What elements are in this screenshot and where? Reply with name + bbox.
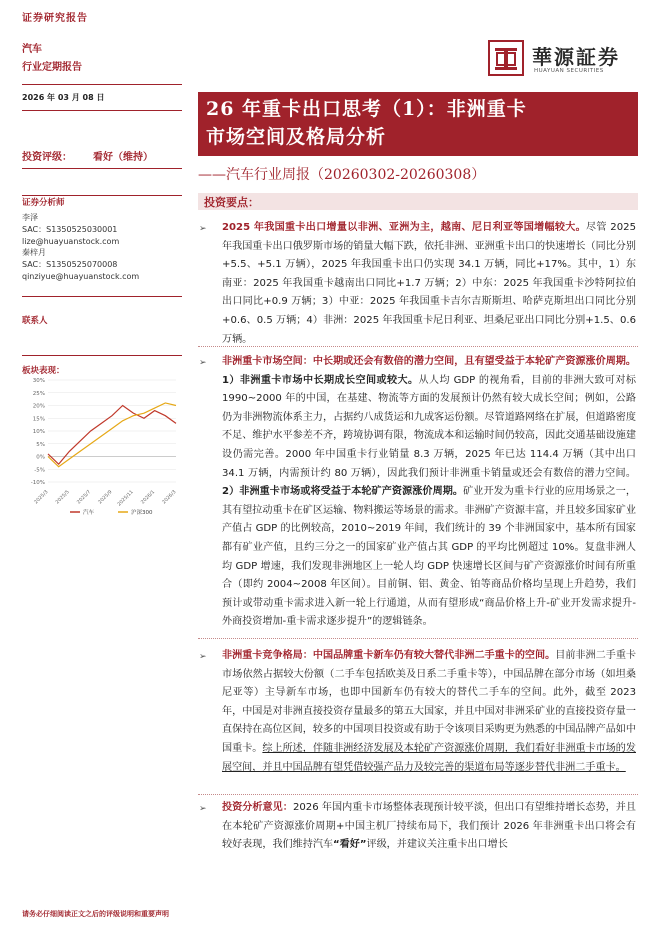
x-tick-label: 2025/3 xyxy=(33,489,50,506)
sidebar-divider xyxy=(22,296,182,297)
key-points-header xyxy=(198,193,638,210)
analyst-email[interactable]: lize@huayuanstock.com xyxy=(22,236,120,246)
analyst-name: 秦梓月 xyxy=(22,248,46,258)
contact-heading: 联系人 xyxy=(22,316,48,326)
title-banner xyxy=(198,92,638,156)
key-point-1: 2025 年我国重卡出口增量以非洲、亚洲为主，越南、尼日利亚等国增幅较大。尽管 2025 年我国重卡出口俄罗斯市场的销量大幅下跌，依托非洲、亚洲重卡出口的快速增长（同比分别+5.5、+5.1 万辆），2025 年我国重卡出口仍实现 34.1 万辆，同比+17%。其中，1）东南亚：2025 年我国重卡越南出口同比+1.7 万辆；2）中东：2025 年我国重卡沙特阿拉伯出口同比+0.9 万辆；3）中亚：2025 年我国重卡吉尔吉斯斯坦、哈萨克斯坦出口同比分别+0.6、0.5 万辆；4）非洲：2025 年我国重卡尼日利亚、坦桑尼亚出口同比分别+1.5、0.6 万辆。 xyxy=(222,222,636,345)
report-title-line1: 26 年重卡出口思考（1）：非洲重卡 xyxy=(206,98,527,120)
series-line-2 xyxy=(48,403,176,467)
performance-chart-svg xyxy=(22,374,182,524)
logo-mark-icon xyxy=(488,40,524,76)
series-line-1 xyxy=(48,406,176,465)
sector-performance-chart xyxy=(22,374,182,524)
x-tick-label: 2025/9 xyxy=(97,489,114,506)
logo-english-name: HUAYUAN SECURITIES xyxy=(534,68,604,74)
sidebar-divider xyxy=(22,110,182,111)
industry-label: 汽车 xyxy=(22,44,42,55)
y-tick-label: 0% xyxy=(36,454,45,461)
analyst-block xyxy=(22,212,139,283)
report-subtitle: ——汽车行业周报（20260302-20260308） xyxy=(198,167,486,183)
sidebar-divider xyxy=(22,168,182,169)
x-tick-label: 2026/1 xyxy=(140,489,157,506)
y-tick-label: 25% xyxy=(32,390,45,397)
bullet-arrow-icon: ➢ xyxy=(199,652,207,662)
rating-label: 投资评级： xyxy=(22,152,72,163)
section-divider xyxy=(198,346,638,347)
y-tick-label: 20% xyxy=(32,403,45,410)
x-tick-label: 2025/11 xyxy=(117,489,135,508)
bullet-arrow-icon: ➢ xyxy=(199,804,207,814)
x-tick-label: 2025/7 xyxy=(76,489,93,506)
bullet-arrow-icon: ➢ xyxy=(199,224,207,234)
analyst-sac: SAC：S1350525070008 xyxy=(22,260,118,270)
analyst-heading: 证券分析师 xyxy=(22,198,65,208)
section-divider xyxy=(198,638,638,639)
analyst-name: 李泽 xyxy=(22,213,38,222)
y-tick-label: 30% xyxy=(32,378,45,384)
legend-label: 汽车 xyxy=(83,510,95,516)
y-tick-label: -10% xyxy=(30,480,45,486)
rating-value: 看好（维持） xyxy=(93,152,153,163)
y-tick-label: 5% xyxy=(36,441,45,448)
y-tick-label: -5% xyxy=(34,467,45,474)
sidebar-divider xyxy=(22,355,182,356)
legend-label: 沪深300 xyxy=(131,510,153,516)
chart-heading: 板块表现： xyxy=(22,366,65,376)
footer-disclaimer: 请务必仔细阅读正文之后的评级说明和重要声明 xyxy=(22,910,169,918)
report-title xyxy=(206,95,527,151)
section-divider xyxy=(198,794,638,795)
logo-name: 華源証券 xyxy=(532,45,620,69)
key-point-4: 投资分析意见：2026 年国内重卡市场整体表现预计较平淡，但出口有望维持增长态势，并且在本轮矿产资源涨价周期+中国主机厂持续布局下，我们预计 2026 年非洲重卡出口将会有较好表现，我们维持汽车“看好”评级，并建议关注重卡出口增长 xyxy=(222,802,637,851)
sidebar-divider xyxy=(22,84,182,85)
company-logo xyxy=(488,40,640,82)
key-point-3: 非洲重卡竞争格局：中国品牌重卡新车仍有较大替代非洲二手重卡的空间。目前非洲二手重卡市场依然占据较大份额（二手车包括欧美及日系二手重卡等），中国品牌在部分市场（如坦桑尼亚等）主导新车市场，也即中国新车仍有较大的替代二手车的空间。此外，截至 2023 年，中国是对非洲直接投资存量最多的第五大国家，并且中国对非洲采矿业的直接投资存量一直保持在高位区间，较多的中国项目投资或有助于令该项目采购更为熟悉的中国品牌产品如中国重卡。综上所述，伴随非洲经济发展及本轮矿产资源涨价周期，我们看好非洲重卡市场的发展空间，并且中国品牌有望凭借较强产品力及较完善的渠道布局等逐步替代非洲二手重卡。 xyxy=(222,650,637,773)
analyst-sac: SAC：S1350525030001 xyxy=(22,224,118,234)
report-title-line2: 市场空间及格局分析 xyxy=(206,126,387,148)
x-tick-label: 2025/5 xyxy=(55,489,71,506)
key-point-2: 非洲重卡市场空间：中长期或还会有数倍的潜力空间，且有望受益于本轮矿产资源涨价周期。1）非洲重卡市场中长期成长空间或较大。从人均 GDP 的视角看，目前的非洲大致可对标 1990~2000 年的中国，在基建、物流等方面的发展预计仍然有较大成长空间；例如，公路仍为非洲物流体系主力，占据约八成货运和九成客运份额。尽管道路网络在扩展，但道路密度不足、维护水平参差不齐，跨境协调有限，物流成本和运输时间仍较高，因此交通基础设施建设仍需完善。2000 年中国重卡行业销量 8.3 万辆，2025 年已达 114.4 万辆（其中出口 34.1 万辆，内需预计约 80 万辆），因此我们预计非洲重卡销量或还会有数倍的潜力空间。2）非洲重卡市场或将受益于本轮矿产资源涨价周期。矿业开发为重卡行业的应用场景之一，其有望拉动重卡在矿区运输、物料搬运等场景的需求。非洲矿产资源丰富，并且较多国家矿业产值占 GDP 的比例较高，2010~2019 年间，我们统计的 39 个非洲国家中，基本所有国家都有矿业产值，且约三分之一的国家矿业产值占其 GDP 的平均比例超过 10%。复盘非洲人均 GDP 增速，我们发现非洲地区上一轮人均 GDP 快速增长区间与矿产资源涨价时间有所重合（即约 2004~2008 年区间）。目前铜、铝、黄金、铂等商品价格均呈现上升趋势，我们预计或带动重卡需求进入新一轮上行通道，从而有望形成“商品价格上升-矿业开发需求提升-外商投资增加-重卡需求逐步提升”的逻辑链条。 xyxy=(222,356,636,628)
y-tick-label: 15% xyxy=(32,416,45,423)
key-points-heading: 投资要点： xyxy=(204,196,259,209)
report-date: 2026 年 03 月 08 日 xyxy=(22,93,105,102)
bullet-arrow-icon: ➢ xyxy=(199,358,207,368)
report-type-label: 行业定期报告 xyxy=(22,62,82,73)
analyst-email[interactable]: qinziyue@huayuanstock.com xyxy=(22,271,140,281)
document-type-label: 证券研究报告 xyxy=(22,13,88,24)
y-tick-label: 10% xyxy=(32,429,45,435)
x-tick-label: 2026/3 xyxy=(161,489,178,506)
